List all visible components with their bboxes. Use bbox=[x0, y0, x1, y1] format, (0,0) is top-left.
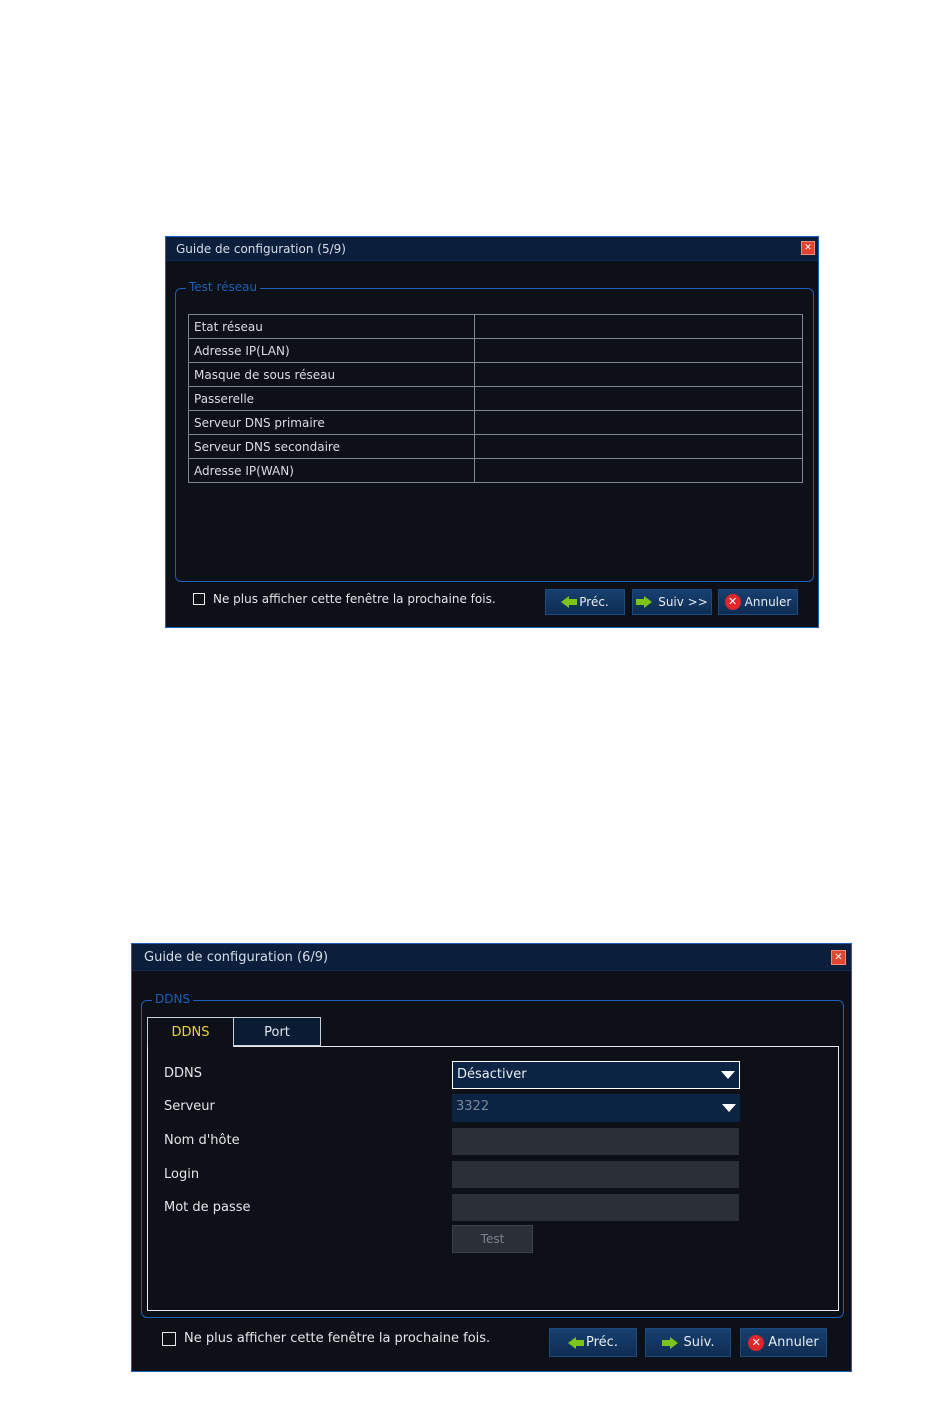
cancel-button[interactable] bbox=[718, 589, 798, 615]
login-label: Login bbox=[164, 1167, 200, 1182]
password-field[interactable] bbox=[452, 1194, 739, 1221]
arrow-left-icon bbox=[568, 1337, 576, 1349]
dont-show-again-label: Ne plus afficher cette fenêtre la prochaine fois. bbox=[213, 592, 496, 606]
ddns-settings-panel bbox=[147, 1046, 839, 1311]
tab-ddns-label: DDNS bbox=[171, 1025, 210, 1040]
tab-port-label: Port bbox=[264, 1025, 290, 1040]
table-row bbox=[189, 411, 803, 435]
test-button[interactable] bbox=[452, 1225, 533, 1253]
server-select[interactable] bbox=[452, 1094, 740, 1122]
hostname-label: Nom d'hôte bbox=[164, 1133, 240, 1148]
dialog-title: Guide de configuration (6/9) bbox=[144, 950, 329, 965]
row-value bbox=[475, 459, 803, 483]
row-label: Etat réseau bbox=[189, 315, 475, 339]
row-value bbox=[475, 387, 803, 411]
login-field[interactable] bbox=[452, 1161, 739, 1188]
network-status-table bbox=[188, 314, 803, 483]
prev-button[interactable] bbox=[545, 589, 625, 615]
row-label: Masque de sous réseau bbox=[189, 363, 475, 387]
row-label: Passerelle bbox=[189, 387, 475, 411]
row-value bbox=[475, 339, 803, 363]
cancel-x-icon: ✕ bbox=[748, 1335, 764, 1351]
row-value bbox=[475, 315, 803, 339]
cancel-button-label: Annuler bbox=[768, 1335, 819, 1350]
tab-ddns[interactable] bbox=[147, 1017, 234, 1047]
row-value bbox=[475, 411, 803, 435]
prev-button-label: Préc. bbox=[579, 595, 609, 609]
next-button[interactable] bbox=[632, 589, 712, 615]
prev-button[interactable] bbox=[549, 1328, 637, 1357]
close-icon[interactable]: ✕ bbox=[801, 241, 815, 255]
ddns-select-value: Désactiver bbox=[457, 1067, 527, 1082]
close-icon[interactable]: ✕ bbox=[831, 950, 846, 965]
cancel-button-label: Annuler bbox=[744, 595, 792, 609]
group-legend: DDNS bbox=[152, 992, 193, 1006]
arrow-right-icon bbox=[670, 1337, 678, 1349]
row-label: Serveur DNS secondaire bbox=[189, 435, 475, 459]
dialog-titlebar[interactable] bbox=[166, 237, 818, 261]
test-button-label: Test bbox=[480, 1232, 505, 1246]
table-row bbox=[189, 435, 803, 459]
server-label: Serveur bbox=[164, 1099, 215, 1114]
password-label: Mot de passe bbox=[164, 1200, 251, 1215]
chevron-down-icon bbox=[722, 1104, 736, 1112]
arrow-right-icon bbox=[644, 596, 652, 608]
next-button[interactable] bbox=[645, 1328, 731, 1357]
row-label: Serveur DNS primaire bbox=[189, 411, 475, 435]
dialog-title: Guide de configuration (5/9) bbox=[176, 242, 346, 256]
next-button-label: Suiv. bbox=[683, 1335, 715, 1350]
row-label: Adresse IP(WAN) bbox=[189, 459, 475, 483]
next-button-label: Suiv >> bbox=[658, 595, 708, 609]
network-test-group bbox=[175, 280, 814, 582]
ddns-select[interactable] bbox=[452, 1061, 740, 1089]
table-row bbox=[189, 363, 803, 387]
cancel-x-icon: ✕ bbox=[725, 594, 741, 610]
hostname-field[interactable] bbox=[452, 1128, 739, 1155]
row-label: Adresse IP(LAN) bbox=[189, 339, 475, 363]
chevron-down-icon bbox=[721, 1071, 735, 1079]
prev-button-label: Préc. bbox=[586, 1335, 618, 1350]
setup-wizard-dialog-network-test bbox=[165, 236, 819, 628]
table-row bbox=[189, 339, 803, 363]
group-legend: Test réseau bbox=[186, 280, 260, 294]
setup-wizard-dialog-ddns bbox=[131, 943, 852, 1372]
dont-show-again-checkbox[interactable] bbox=[193, 593, 205, 605]
table-row bbox=[189, 387, 803, 411]
server-select-value: 3322 bbox=[456, 1099, 490, 1114]
row-value bbox=[475, 363, 803, 387]
dont-show-again-label: Ne plus afficher cette fenêtre la prochaine fois. bbox=[184, 1331, 491, 1346]
ddns-group bbox=[141, 992, 844, 1318]
table-row bbox=[189, 315, 803, 339]
ddns-label: DDNS bbox=[164, 1066, 202, 1081]
dont-show-again-checkbox[interactable] bbox=[162, 1332, 176, 1346]
cancel-button[interactable] bbox=[740, 1328, 827, 1357]
tab-port[interactable] bbox=[233, 1017, 321, 1046]
arrow-left-icon bbox=[561, 596, 569, 608]
dialog-titlebar[interactable] bbox=[132, 944, 851, 971]
row-value bbox=[475, 435, 803, 459]
table-row bbox=[189, 459, 803, 483]
